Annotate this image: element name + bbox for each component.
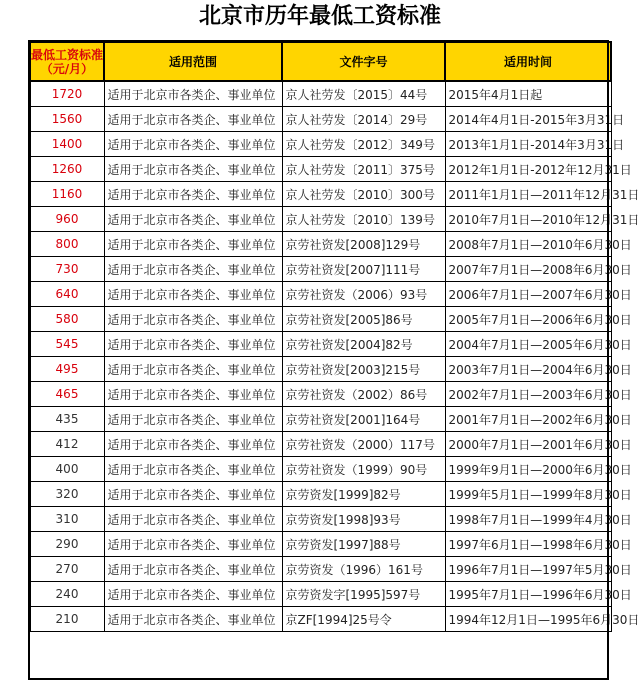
cell-period: 2007年7月1日—2008年6月30日	[445, 257, 611, 282]
table-row	[30, 357, 611, 382]
cell-period: 1996年7月1日—1997年5月30日	[445, 557, 611, 582]
cell-standard: 495	[30, 357, 104, 382]
cell-document: 京人社劳发〔2015〕44号	[282, 81, 445, 107]
cell-document: 京劳社资发[2003]215号	[282, 357, 445, 382]
cell-standard: 290	[30, 532, 104, 557]
cell-scope: 适用于北京市各类企、事业单位	[104, 557, 282, 582]
cell-document: 京劳社资发[2008]129号	[282, 232, 445, 257]
cell-period: 1995年7月1日—1996年6月30日	[445, 582, 611, 607]
cell-scope: 适用于北京市各类企、事业单位	[104, 257, 282, 282]
table-body	[30, 81, 640, 632]
cell-period: 1999年9月1日—2000年6月30日	[445, 457, 611, 482]
cell-standard: 1260	[30, 157, 104, 182]
cell-scope: 适用于北京市各类企、事业单位	[104, 81, 282, 107]
cell-standard: 320	[30, 482, 104, 507]
cell-scope: 适用于北京市各类企、事业单位	[104, 582, 282, 607]
header-period: 适用时间	[445, 42, 611, 81]
cell-period: 2010年7月1日—2010年12月31日	[445, 207, 611, 232]
cell-scope: 适用于北京市各类企、事业单位	[104, 482, 282, 507]
cell-scope: 适用于北京市各类企、事业单位	[104, 282, 282, 307]
table-row	[30, 332, 611, 357]
table-row	[30, 607, 611, 632]
table-row	[30, 81, 611, 107]
cell-period: 2014年4月1日-2015年3月31日	[445, 107, 611, 132]
cell-period: 2005年7月1日—2006年6月30日	[445, 307, 611, 332]
table-row	[30, 557, 611, 582]
cell-standard: 1400	[30, 132, 104, 157]
cell-scope: 适用于北京市各类企、事业单位	[104, 357, 282, 382]
table-row	[30, 282, 611, 307]
cell-scope: 适用于北京市各类企、事业单位	[104, 232, 282, 257]
header-document: 文件字号	[282, 42, 445, 81]
cell-standard: 240	[30, 582, 104, 607]
cell-standard: 270	[30, 557, 104, 582]
cell-standard: 730	[30, 257, 104, 282]
cell-standard: 210	[30, 607, 104, 632]
cell-document: 京人社劳发〔2012〕349号	[282, 132, 445, 157]
cell-period: 1998年7月1日—1999年4月30日	[445, 507, 611, 532]
cell-standard: 1560	[30, 107, 104, 132]
table-row	[30, 107, 611, 132]
cell-scope: 适用于北京市各类企、事业单位	[104, 457, 282, 482]
cell-period: 2001年7月1日—2002年6月30日	[445, 407, 611, 432]
cell-scope: 适用于北京市各类企、事业单位	[104, 132, 282, 157]
cell-standard: 412	[30, 432, 104, 457]
cell-document: 京劳资发[1998]93号	[282, 507, 445, 532]
cell-period: 2013年1月1日-2014年3月31日	[445, 132, 611, 157]
table-row	[30, 307, 611, 332]
table-row	[30, 482, 611, 507]
cell-document: 京ZF[1994]25号令	[282, 607, 445, 632]
cell-scope: 适用于北京市各类企、事业单位	[104, 157, 282, 182]
cell-period: 1999年5月1日—1999年8月30日	[445, 482, 611, 507]
cell-document: 京劳社资发（2006）93号	[282, 282, 445, 307]
cell-document: 京劳社资发（1999）90号	[282, 457, 445, 482]
cell-document: 京劳社资发（2000）117号	[282, 432, 445, 457]
cell-standard: 580	[30, 307, 104, 332]
cell-standard: 640	[30, 282, 104, 307]
table-row	[30, 232, 611, 257]
cell-scope: 适用于北京市各类企、事业单位	[104, 432, 282, 457]
table-row	[30, 432, 611, 457]
cell-document: 京劳社资发（2002）86号	[282, 382, 445, 407]
cell-period: 2004年7月1日—2005年6月30日	[445, 332, 611, 357]
cell-period: 2011年1月1日—2011年12月31日	[445, 182, 611, 207]
table-row	[30, 582, 611, 607]
cell-document: 京劳社资发[2005]86号	[282, 307, 445, 332]
page-title: 北京市历年最低工资标准	[198, 3, 441, 29]
cell-standard: 465	[30, 382, 104, 407]
cell-document: 京人社劳发〔2011〕375号	[282, 157, 445, 182]
cell-scope: 适用于北京市各类企、事业单位	[104, 532, 282, 557]
table-row	[30, 507, 611, 532]
cell-scope: 适用于北京市各类企、事业单位	[104, 607, 282, 632]
cell-standard: 400	[30, 457, 104, 482]
table-row	[30, 382, 611, 407]
cell-scope: 适用于北京市各类企、事业单位	[104, 407, 282, 432]
cell-scope: 适用于北京市各类企、事业单位	[104, 182, 282, 207]
cell-standard: 435	[30, 407, 104, 432]
cell-document: 京劳社资发[2004]82号	[282, 332, 445, 357]
cell-document: 京人社劳发〔2014〕29号	[282, 107, 445, 132]
table-row	[30, 257, 611, 282]
wage-table	[29, 41, 640, 632]
cell-period: 2015年4月1日起	[445, 81, 611, 107]
cell-standard: 960	[30, 207, 104, 232]
header-scope: 适用范围	[104, 42, 282, 81]
cell-scope: 适用于北京市各类企、事业单位	[104, 507, 282, 532]
cell-period: 2003年7月1日—2004年6月30日	[445, 357, 611, 382]
cell-document: 京人社劳发〔2010〕139号	[282, 207, 445, 232]
header-standard	[30, 42, 104, 81]
table-row	[30, 157, 611, 182]
header-standard-line1: 最低工资标准	[31, 47, 104, 62]
cell-period: 2002年7月1日—2003年6月30日	[445, 382, 611, 407]
table-row	[30, 457, 611, 482]
cell-document: 京劳资发[1997]88号	[282, 532, 445, 557]
cell-period: 2008年7月1日—2010年6月30日	[445, 232, 611, 257]
cell-scope: 适用于北京市各类企、事业单位	[104, 307, 282, 332]
cell-standard: 800	[30, 232, 104, 257]
header-standard-line2: （元/月）	[40, 61, 94, 76]
cell-scope: 适用于北京市各类企、事业单位	[104, 107, 282, 132]
cell-document: 京劳社资发[2001]164号	[282, 407, 445, 432]
cell-standard: 1720	[30, 81, 104, 107]
cell-document: 京劳社资发[2007]111号	[282, 257, 445, 282]
cell-standard: 1160	[30, 182, 104, 207]
table-row	[30, 207, 611, 232]
cell-period: 2006年7月1日—2007年6月30日	[445, 282, 611, 307]
cell-document: 京人社劳发〔2010〕300号	[282, 182, 445, 207]
cell-period: 2012年1月1日-2012年12月31日	[445, 157, 611, 182]
header-row	[30, 42, 611, 81]
cell-period: 2000年7月1日—2001年6月30日	[445, 432, 611, 457]
cell-standard: 545	[30, 332, 104, 357]
table-row	[30, 407, 611, 432]
cell-document: 京劳资发字[1995]597号	[282, 582, 445, 607]
table-row	[30, 182, 611, 207]
table-row	[30, 532, 611, 557]
cell-scope: 适用于北京市各类企、事业单位	[104, 207, 282, 232]
cell-document: 京劳资发（1996）161号	[282, 557, 445, 582]
cell-period: 1997年6月1日—1998年6月30日	[445, 532, 611, 557]
cell-scope: 适用于北京市各类企、事业单位	[104, 332, 282, 357]
table-row	[30, 132, 611, 157]
cell-standard: 310	[30, 507, 104, 532]
cell-period: 1994年12月1日—1995年6月30日	[445, 607, 611, 632]
cell-scope: 适用于北京市各类企、事业单位	[104, 382, 282, 407]
cell-document: 京劳资发[1999]82号	[282, 482, 445, 507]
